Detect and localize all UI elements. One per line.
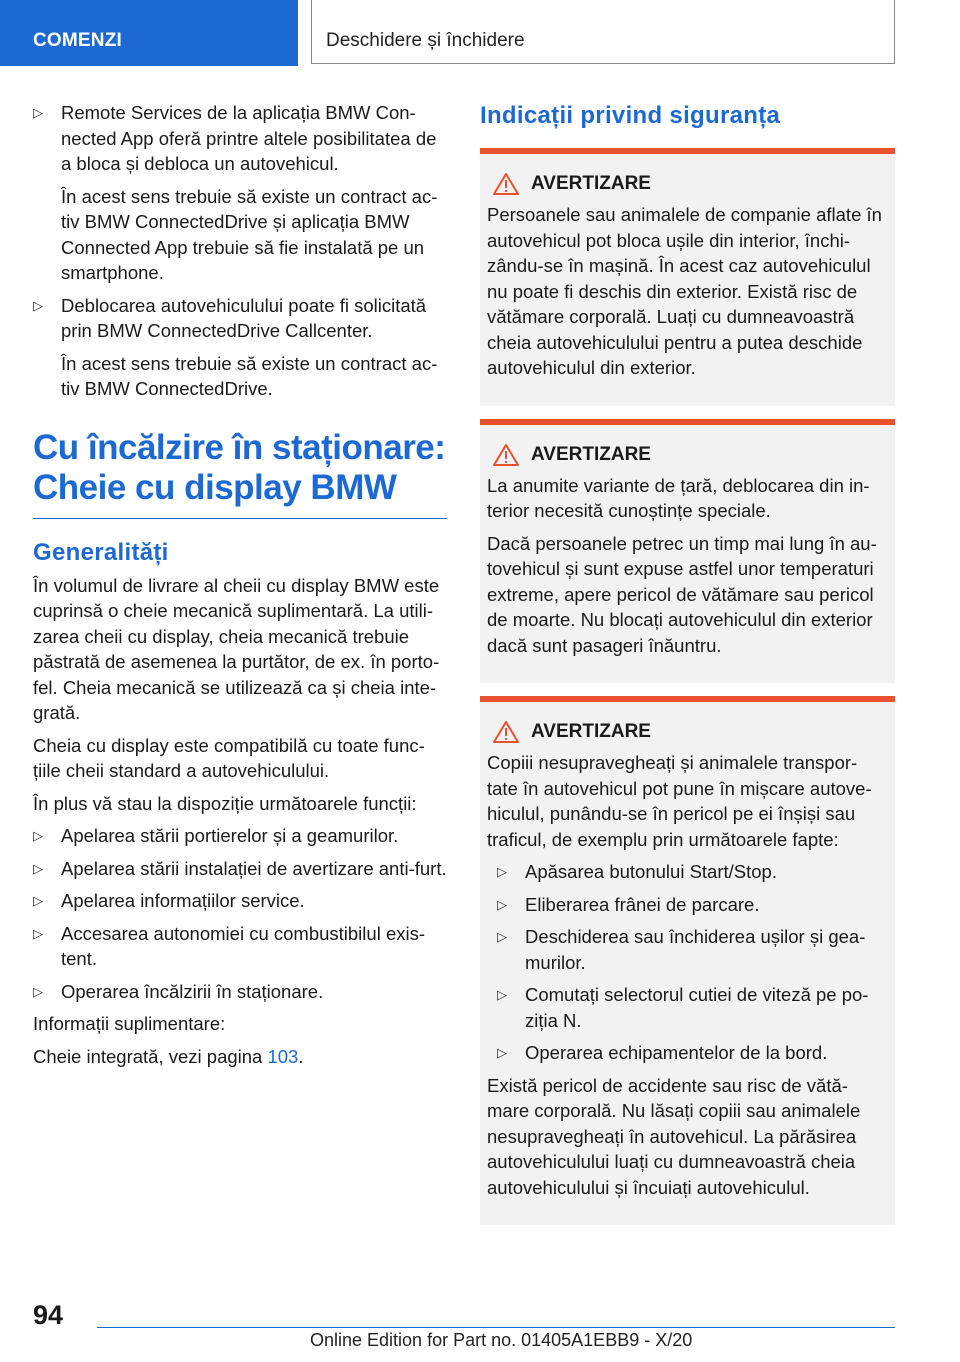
warning-title-text: AVERTIZARE (531, 173, 651, 194)
list-item (33, 100, 447, 286)
triangle-bullet-icon: ▷ (33, 297, 43, 313)
list-item-text: Eliberarea frânei de parcare. (525, 893, 760, 915)
triangle-bullet-icon: ▷ (33, 983, 43, 999)
list-item-text: Accesarea autonomiei cu combustibilul exis-tent. (61, 922, 426, 969)
triangle-bullet-icon: ▷ (497, 864, 507, 879)
paragraph: Informații suplimentare: (33, 1013, 226, 1034)
warning-text: Dacă persoanele petrec un timp mai lung în au-tovehicul și sunt expuse astfel unor temperaturi extreme, apere pericol de vătămare sau pericol de moarte. Nu blocați autovehiculul din exterior dacă sunt pasageri înăuntru. (487, 532, 877, 656)
triangle-bullet-icon: ▷ (497, 896, 507, 912)
footer-edition: Online Edition for Part no. 01405A1EBB9 - X/20 (310, 1330, 693, 1350)
list-item (33, 921, 447, 972)
paragraph: În plus vă stau la dispoziție următoarele funcții: (33, 792, 417, 814)
warning-triangle-icon (493, 173, 519, 195)
paragraph-reference (33, 1044, 447, 1070)
warning-box (480, 696, 895, 1225)
warning-text: Copiii nesupravegheați și animalele transpor-tate în autovehicul pot pune în mișcare autove-hiculul, punându-se în pericol pe ei înșiși sau traficul, de exemplu prin următoarele fapte: (487, 752, 872, 850)
functions-list (33, 823, 447, 1004)
list-item-text: Operarea echipamentelor de la bord. (525, 1042, 828, 1063)
triangle-bullet-icon: ▷ (33, 828, 43, 843)
paragraph: Cheia cu display este compatibilă cu toate func-țiile cheii standard a autovehiculului. (33, 734, 425, 781)
list-item-text: Apelarea stării portierelor și a geamurilor. (61, 825, 399, 846)
list-item-subtext: În acest sens trebuie să existe un contract ac-tiv BMW ConnectedDrive și aplicația BMW Connected App trebuie să fie instalată pe un smartphone. (61, 185, 438, 283)
remote-services-list (33, 100, 447, 402)
warning-text: Există pericol de accidente sau risc de vătă-mare corporală. Nu lăsați copiii sau animalele nesupravegheați în autovehicul. La părăsirea autovehiculului luați cu dumneavoastră cheia autovehiculului și încuiați autovehiculul. (487, 1074, 861, 1198)
list-item-text: Apelarea informațiilor service. (61, 890, 305, 911)
list-item-subtext: În acest sens trebuie să existe un contract ac-tiv BMW ConnectedDrive. (61, 352, 438, 399)
triangle-bullet-icon: ▷ (33, 925, 43, 941)
chapter-title: Deschidere și închidere (311, 0, 895, 64)
warning-title (487, 720, 888, 744)
list-item (497, 859, 888, 885)
triangle-bullet-icon: ▷ (33, 893, 43, 908)
reference-text: Cheie integrată, vezi pagina (33, 1045, 268, 1067)
left-column (33, 100, 447, 1076)
list-item (33, 823, 447, 849)
warning-title (487, 443, 888, 467)
page-link[interactable]: 103 (267, 1045, 299, 1067)
right-column (480, 100, 895, 1238)
warning-title (487, 172, 888, 196)
warning-box (480, 419, 895, 684)
warning-triangle-icon (493, 721, 519, 743)
warning-title-text: AVERTIZARE (531, 443, 651, 465)
section-heading (33, 428, 447, 508)
section-tab[interactable]: COMENZI (0, 0, 298, 66)
list-item-text: Deblocarea autovehiculului poate fi solicitată prin BMW ConnectedDrive Callcenter. (61, 294, 427, 341)
list-item-text: Apăsarea butonului Start/Stop. (525, 861, 777, 882)
triangle-bullet-icon: ▷ (33, 105, 43, 120)
paragraph: În volumul de livrare al cheii cu display BMW este cuprinsă o cheie mecanică suplimentară. La utili-zarea cheii cu display, cheia mecanică trebuie păstrată de asemenea la purtător, de ex. în porto-fel. Cheia mecanică se utilizează ca și cheia inte-grată. (33, 574, 440, 723)
page-header (0, 0, 960, 66)
list-item (33, 888, 447, 914)
triangle-bullet-icon: ▷ (33, 860, 43, 876)
list-item (497, 1040, 888, 1066)
triangle-bullet-icon: ▷ (497, 987, 507, 1002)
section-heading-line2: Cheie cu display BMW (33, 467, 397, 507)
list-item-text: Operarea încălzirii în staționare. (61, 980, 324, 1002)
safety-heading: Indicații privind siguranța (480, 102, 781, 129)
list-item (33, 293, 447, 402)
list-item-text: Apelarea stării instalației de avertizare anti-furt. (61, 857, 447, 879)
triangle-bullet-icon: ▷ (497, 929, 507, 944)
heading-divider (33, 518, 447, 519)
list-item (497, 924, 888, 975)
warning-box (480, 148, 895, 406)
list-item-text: Comutați selectorul cutiei de viteză pe po-ziția N. (525, 984, 869, 1031)
subsection-heading: Generalități (33, 538, 169, 566)
list-item (497, 982, 888, 1033)
warning-title-text: AVERTIZARE (531, 721, 651, 742)
section-heading-line1: Cu încălzire în staționare: (33, 427, 446, 467)
warning-text: Persoanele sau animalele de companie aflate în autovehicul pot bloca ușile din interior, închi-zându-se în mașină. În acest caz autovehiculul nu poate fi deschis din exterior. Există risc de vătămare corporală. Luați cu dumneavoastră cheia autovehiculului pentru a putea deschide autovehiculul din exterior. (487, 204, 882, 378)
page-number: 94 (33, 1300, 64, 1330)
warning-list (497, 859, 888, 1066)
warning-triangle-icon (493, 444, 519, 466)
list-item (497, 892, 888, 918)
footer-divider (97, 1327, 895, 1328)
list-item-text: Deschiderea sau închiderea ușilor și gea-murilor. (525, 926, 866, 973)
list-item (33, 856, 447, 882)
list-item (33, 979, 447, 1005)
list-item-text: Remote Services de la aplicația BMW Con-nected App oferă printre altele posibilitatea de a bloca și debloca un autovehicul. (61, 102, 437, 174)
triangle-bullet-icon: ▷ (497, 1045, 507, 1060)
warning-text: La anumite variante de țară, deblocarea din in-terior necesită cunoștințe speciale. (487, 474, 870, 521)
reference-suffix: . (298, 1045, 304, 1067)
